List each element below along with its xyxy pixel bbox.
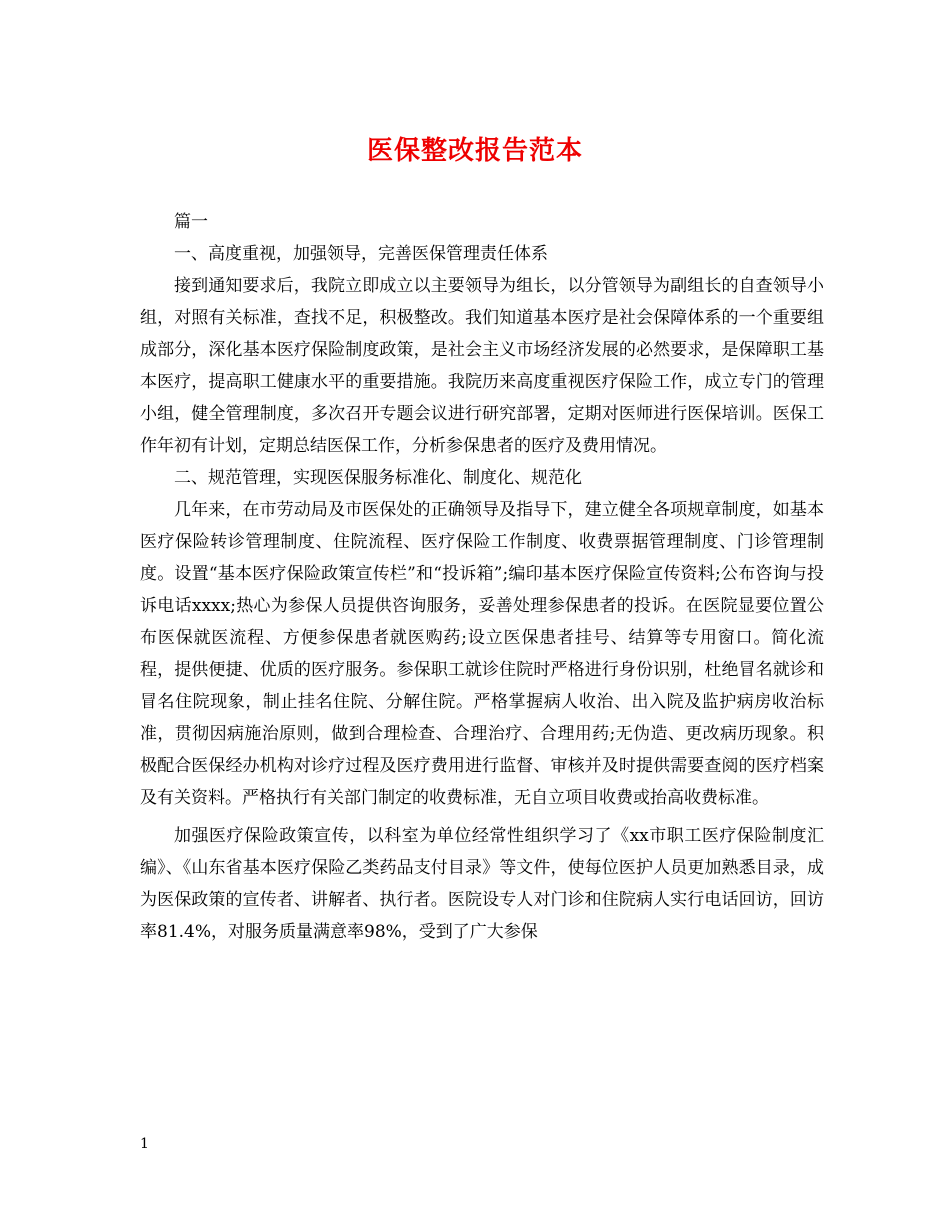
page-number: 1 xyxy=(140,1136,149,1152)
body-paragraph-1: 接到通知要求后，我院立即成立以主要领导为组长，以分管领导为副组长的自查领导小组，对照有关标准，查找不足，积极整改。我们知道基本医疗是社会保障体系的一个重要组成部分，深化基本医疗保险制度政策，是社会主义市场经济发展的必然要求，是保障职工基本医疗，提高职工健康水平的重要措施。我院历来高度重视医疗保险工作，成立专门的管理小组，健全管理制度，多次召开专题会议进行研究部署，定期对医师进行医保培训。医保工作年初有计划，定期总结医保工作，分析参保患者的医疗及费用情况。 xyxy=(140,276,824,456)
section-label: 篇一 xyxy=(174,212,208,232)
section-heading-2: 二、规范管理，实现医保服务标准化、制度化、规范化 xyxy=(174,468,582,488)
document-title: 医保整改报告范本 xyxy=(366,136,583,166)
body-paragraph-2: 几年来，在市劳动局及市医保处的正确领导及指导下，建立健全各项规章制度，如基本医疗保险转诊管理制度、住院流程、医疗保险工作制度、收费票据管理制度、门诊管理制度。设置“基本医疗保险政策宣传栏”和“投诉箱”;编印基本医疗保险宣传资料;公布咨询与投诉电话xxxx;热心为参保人员提供咨询服务，妥善处理参保患者的投诉。在医院显要位置公布医保就医流程、方便参保患者就医购药;设立医保患者挂号、结算等专用窗口。简化流程，提供便捷、优质的医疗服务。参保职工就诊住院时严格进行身份识别，杜绝冒名就诊和冒名住院现象，制止挂名住院、分解住院。严格掌握病人收治、出入院及监护病房收治标准，贯彻因病施治原则，做到合理检查、合理治疗、合理用药;无伪造、更改病历现象。积极配合医保经办机构对诊疗过程及医疗费用进行监督、审核并及时提供需要查阅的医疗档案及有关资料。严格执行有关部门制定的收费标准，无自立项目收费或抬高收费标准。 xyxy=(140,500,824,808)
section-heading-1: 一、高度重视，加强领导，完善医保管理责任体系 xyxy=(174,244,548,264)
body-paragraph-3: 加强医疗保险政策宣传，以科室为单位经常性组织学习了《xx市职工医疗保险制度汇编》、《山东省基本医疗保险乙类药品支付目录》等文件，使每位医护人员更加熟悉目录，成为医保政策的宣传者、讲解者、执行者。医院设专人对门诊和住院病人实行电话回访，回访率81.4%，对服务质量满意率98%，受到了广大参保 xyxy=(140,826,824,942)
document-body xyxy=(140,206,824,948)
